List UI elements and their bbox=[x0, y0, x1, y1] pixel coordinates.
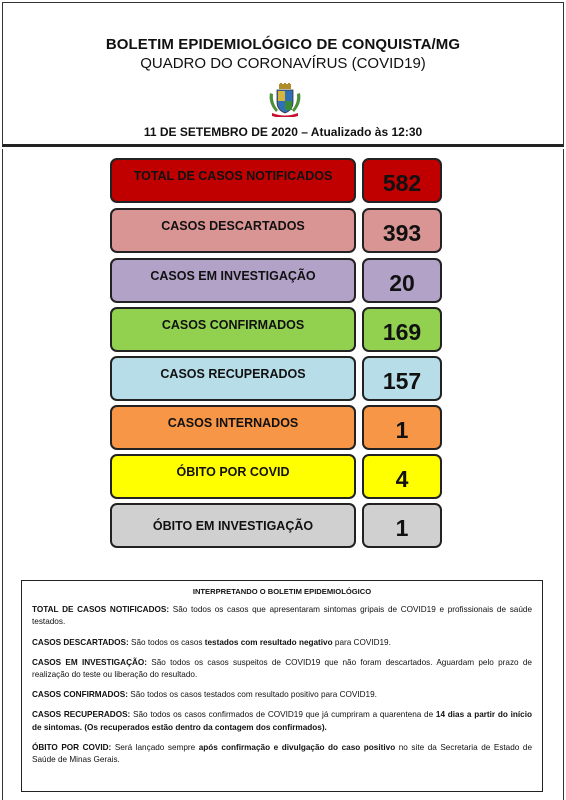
legend-term: ÓBITO POR COVID: bbox=[32, 742, 112, 752]
stat-row-internados bbox=[110, 405, 442, 450]
legend-term: CASOS DESCARTADOS: bbox=[32, 637, 129, 647]
stat-label: ÓBITO EM INVESTIGAÇÃO bbox=[110, 503, 356, 548]
stat-label: ÓBITO POR COVID bbox=[110, 454, 356, 499]
bulletin-date: 11 DE SETEMBRO DE 2020 – Atualizado às 12:30 bbox=[143, 125, 423, 139]
legend-text: São todos os casos confirmados de COVID19 que já cumpriram a quarentena de bbox=[130, 710, 436, 720]
stat-value: 582 bbox=[362, 158, 442, 203]
legend-box bbox=[21, 580, 543, 792]
stat-label: TOTAL DE CASOS NOTIFICADOS bbox=[110, 158, 356, 203]
stat-label: CASOS DESCARTADOS bbox=[110, 208, 356, 253]
stat-value: 393 bbox=[362, 208, 442, 253]
bulletin-title: BOLETIM EPIDEMIOLÓGICO DE CONQUISTA/MG bbox=[105, 36, 461, 53]
legend-emphasis: 14 dias a partir do início de sintomas. (Os recuperados estão dentro da contagem dos confirmados). bbox=[32, 710, 532, 732]
legend-emphasis: testados com resultado negativo bbox=[204, 637, 333, 647]
legend-item-investigacao bbox=[32, 657, 532, 681]
legend-text: São todos os casos testados com resultado positivo para COVID19. bbox=[127, 690, 377, 700]
stat-row-recuperados bbox=[110, 356, 442, 401]
stat-label: CASOS INTERNADOS bbox=[110, 405, 356, 450]
legend-text: Será lançado sempre bbox=[111, 742, 199, 752]
legend-item-recuperados bbox=[32, 709, 532, 733]
stat-row-descartados bbox=[110, 208, 442, 253]
legend-text: no site da Secretaria de Estado de Saúde de Minas Gerais. bbox=[32, 742, 533, 765]
legend-emphasis: após confirmação e divulgação do caso positivo bbox=[198, 742, 396, 752]
legend-term: CASOS RECUPERADOS: bbox=[32, 710, 131, 720]
stat-row-obito-investigacao bbox=[110, 503, 442, 548]
legend-title: INTERPRETANDO O BOLETIM EPIDEMIOLÓGICO bbox=[192, 587, 372, 596]
stat-label: CASOS EM INVESTIGAÇÃO bbox=[110, 258, 356, 303]
stat-value: 169 bbox=[362, 307, 442, 352]
legend-item-notificados bbox=[32, 604, 532, 628]
stat-value: 1 bbox=[362, 405, 442, 450]
stat-label: CASOS CONFIRMADOS bbox=[110, 307, 356, 352]
municipal-seal-icon bbox=[266, 83, 304, 117]
legend-text: para COVID19. bbox=[332, 637, 391, 647]
legend-item-obito bbox=[32, 742, 532, 766]
legend-text: São todos os casos suspeitos de COVID19 que não foram descartados. Aguardam pelo prazo de realização do teste ou liberação do resultado. bbox=[32, 657, 532, 680]
legend-item-confirmados bbox=[32, 689, 532, 701]
stat-row-notificados bbox=[110, 158, 442, 203]
stat-value: 4 bbox=[362, 454, 442, 499]
stat-value: 157 bbox=[362, 356, 442, 401]
stat-row-obito-covid bbox=[110, 454, 442, 499]
stat-value: 20 bbox=[362, 258, 442, 303]
stat-value: 1 bbox=[362, 503, 442, 548]
legend-term: CASOS CONFIRMADOS: bbox=[32, 690, 128, 700]
legend-item-descartados bbox=[32, 637, 532, 649]
stat-label: CASOS RECUPERADOS bbox=[110, 356, 356, 401]
stat-row-investigacao bbox=[110, 258, 442, 303]
legend-term: TOTAL DE CASOS NOTIFICADOS: bbox=[32, 605, 170, 615]
legend-text: São todos os casos que apresentaram sintomas gripais de COVID19 e profissionais de saúde testados. bbox=[32, 605, 532, 627]
bulletin-subtitle: QUADRO DO CORONAVÍRUS (COVID19) bbox=[140, 55, 426, 72]
stat-row-confirmados bbox=[110, 307, 442, 352]
bulletin-header bbox=[2, 2, 564, 147]
legend-term: CASOS EM INVESTIGAÇÃO: bbox=[32, 657, 147, 667]
legend-text: São todos os casos bbox=[128, 637, 205, 647]
